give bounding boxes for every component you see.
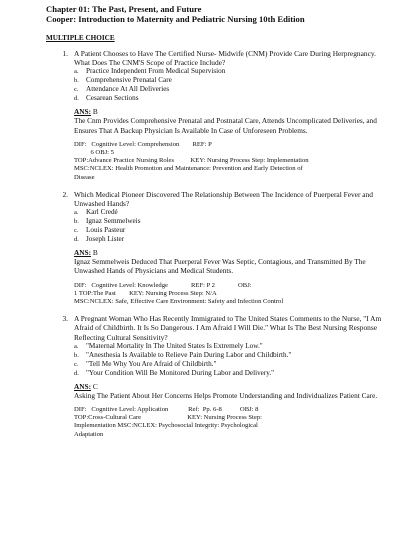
- option-a: a. Practice Independent From Medical Supervision: [74, 67, 226, 76]
- question-text: Which Medical Pioneer Discovered The Relationship Between The Incidence of Puerperal Fever and Unwashed Hands?: [74, 189, 373, 209]
- option-d: d. Joseph Lister: [74, 235, 125, 244]
- book-title: Cooper: Introduction to Maternity and Pediatric Nursing 10th Edition: [46, 14, 305, 24]
- answer-value: C: [92, 381, 98, 391]
- question-2: [46, 190, 382, 306]
- answer-label: ANS:: [74, 381, 92, 391]
- rationale: Ignaz Semmelweis Deduced That Puerperal Fever Was Septic, Contagious, and Transmitted By The Unwashed Hands of Physicians and Medical Students.: [74, 257, 366, 276]
- options-list: [74, 342, 382, 378]
- answer-label: ANS:: [74, 248, 92, 258]
- option-c: c. Louis Pasteur: [74, 226, 126, 235]
- option-b: b. "Anesthesia Is Available to Relieve Pain During Labor and Childbirth.": [74, 350, 292, 359]
- question-1: [46, 49, 382, 182]
- question-metadata: DIF: Cognitive Level: Knowledge REF: P 2 OBJ: 1 TOP:The Past KEY: Nursing Process Step: N/A MSC:NCLEX: Safe, Effective Care Environment: Safety and Infection Control: [74, 281, 284, 306]
- answer-line: [74, 107, 382, 116]
- option-c: c. "Tell Me Why You Are Afraid of Childbirth.": [74, 359, 217, 368]
- question-number: 3.: [62, 314, 68, 324]
- option-d: d. Cesarean Sections: [74, 94, 139, 103]
- rationale: Asking The Patient About Her Concerns Helps Promote Understanding and Individualizes Patient Care.: [74, 390, 378, 400]
- question-metadata: DIF: Cognitive Level: Application Ref: Pp. 6-8 OBJ: 8 TOP:Cross-Cultural Care KEY: Nursing Process Step: Implementation MSC:NCLEX: Psychosocial Integrity: Psychological Adaptation: [74, 406, 262, 438]
- option-a: a. Karl Credé: [74, 208, 118, 217]
- option-b: b. Ignaz Semmelweis: [74, 217, 141, 226]
- question-text: A Pregnant Woman Who Has Recently Immigrated to The United States Comments to the Nurse, "I Am Afraid of Childbirth. It Is So Dangerous. I Am Afraid I Will Die." What Is The Best Nursing Response Reflecting Cultural Sensitivity?: [74, 314, 382, 342]
- section-label: MULTIPLE CHOICE: [46, 34, 115, 42]
- rationale: The Cnm Provides Comprehensive Prenatal and Postnatal Care, Attends Uncomplicated Deliveries, and Ensures That A Backup Physician Is Available In Case of Unforeseen Problems.: [74, 116, 377, 135]
- answer-value: B: [92, 107, 98, 117]
- chapter-title: Chapter 01: The Past, Present, and Future: [46, 4, 202, 14]
- option-d: d. "Your Condition Will Be Monitored During Labor and Delivery.": [74, 368, 275, 377]
- question-3: [46, 314, 382, 439]
- options-list: [74, 67, 382, 103]
- question-text: A Patient Chooses to Have The Certified Nurse- Midwife (CNM) Provide Care During Herpregnancy. What Does The CNM'S Scope of Practice Include?: [74, 49, 376, 68]
- answer-line: [74, 248, 382, 257]
- question-number: 2.: [62, 189, 68, 199]
- answer-value: B: [92, 248, 98, 258]
- question-metadata: DIF: Cognitive Level: Comprehension REF: P 6 OBJ: 5 TOP:Advance Practice Nursing Roles KEY: Nursing Process Step: Implementation MSC:NCLEX: Health Promotion and Maintenance: Prevention and Early Detection of Disease: [74, 140, 309, 181]
- answer-line: [74, 382, 382, 391]
- option-a: a. "Maternal Mortality In The United States Is Extremely Low.": [74, 341, 263, 350]
- question-number: 1.: [62, 49, 68, 58]
- answer-label: ANS:: [74, 107, 92, 117]
- options-list: [74, 208, 382, 244]
- option-c: c. Attendance At All Deliveries: [74, 85, 170, 94]
- option-b: b. Comprehensive Prenatal Care: [74, 76, 172, 85]
